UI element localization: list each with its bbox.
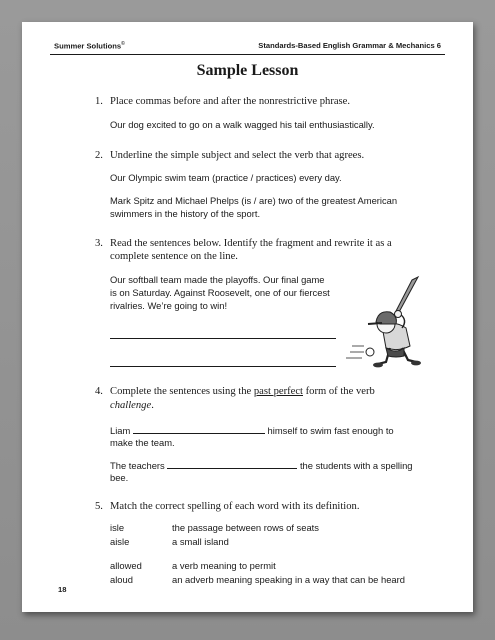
fill-in-sentence-b-cont: bee. xyxy=(110,472,129,483)
question-prompt xyxy=(110,386,375,397)
question-sentence-b-cont: swimmers in the history of the sport. xyxy=(110,208,261,219)
match-word: aisle xyxy=(110,536,130,547)
sentence-text: Liam xyxy=(110,425,131,436)
running-header xyxy=(50,40,445,55)
question-prompt: Place commas before and after the nonrestrictive phrase. xyxy=(110,96,351,107)
prompt-text: . xyxy=(151,400,154,411)
page-number: 18 xyxy=(58,585,67,594)
match-word: aloud xyxy=(110,574,133,585)
fill-in-sentence-a xyxy=(110,424,394,436)
question-prompt: Underline the simple subject and select the verb that agrees. xyxy=(110,150,365,161)
sentence-text: The teachers xyxy=(110,460,165,471)
passage-line: is on Saturday. Against Roosevelt, one of our fiercest xyxy=(110,287,330,298)
book-title: Standards-Based English Grammar & Mechanics 6 xyxy=(258,41,441,50)
answer-line[interactable] xyxy=(110,338,336,339)
match-word: isle xyxy=(110,522,125,533)
prompt-text: form of the verb xyxy=(303,386,375,397)
passage-line: Our softball team made the playoffs. Our final game xyxy=(110,274,325,285)
question-prompt-cont xyxy=(110,400,154,411)
question-sentence-a: Our Olympic swim team (practice / practices) every day. xyxy=(110,172,342,183)
answer-line[interactable] xyxy=(110,366,336,367)
fill-in-blank[interactable] xyxy=(167,459,297,469)
match-definition: an adverb meaning speaking in a way that can be heard xyxy=(172,574,405,585)
question-number: 1. xyxy=(95,96,103,107)
softball-player-illustration xyxy=(342,274,434,370)
target-verb: challenge xyxy=(110,400,152,411)
question-sentence: Our dog excited to go on a walk wagged his tail enthusiastically. xyxy=(110,119,375,130)
sentence-text: himself to swim fast enough to xyxy=(267,425,394,436)
fill-in-blank[interactable] xyxy=(133,424,265,434)
copyright-mark: © xyxy=(121,41,125,47)
question-number: 5. xyxy=(95,501,103,512)
question-prompt: Match the correct spelling of each word with its definition. xyxy=(110,501,360,512)
series-title xyxy=(54,41,125,51)
passage-line: rivalries. We’re going to win! xyxy=(110,300,228,311)
sentence-text: the students with a spelling xyxy=(299,460,413,471)
question-number: 4. xyxy=(95,386,103,397)
fill-in-sentence-b xyxy=(110,459,413,471)
question-prompt: Read the sentences below. Identify the fragment and rewrite it as a xyxy=(110,238,392,249)
match-definition: the passage between rows of seats xyxy=(172,522,319,533)
worksheet-page xyxy=(22,22,473,612)
page-title: Sample Lesson xyxy=(196,62,299,79)
match-definition: a small island xyxy=(172,536,229,547)
question-sentence-b: Mark Spitz and Michael Phelps (is / are) two of the greatest American xyxy=(110,195,398,206)
series-title-text: Summer Solutions xyxy=(54,41,122,51)
prompt-text: Complete the sentences using the xyxy=(110,386,254,397)
question-number: 2. xyxy=(95,150,103,161)
question-prompt-cont: complete sentence on the line. xyxy=(110,251,238,262)
question-number: 3. xyxy=(95,238,103,249)
match-word: allowed xyxy=(110,560,142,571)
grammar-term: past perfect xyxy=(253,386,303,397)
match-definition: a verb meaning to permit xyxy=(172,560,276,571)
fill-in-sentence-a-cont: make the team. xyxy=(110,437,175,448)
